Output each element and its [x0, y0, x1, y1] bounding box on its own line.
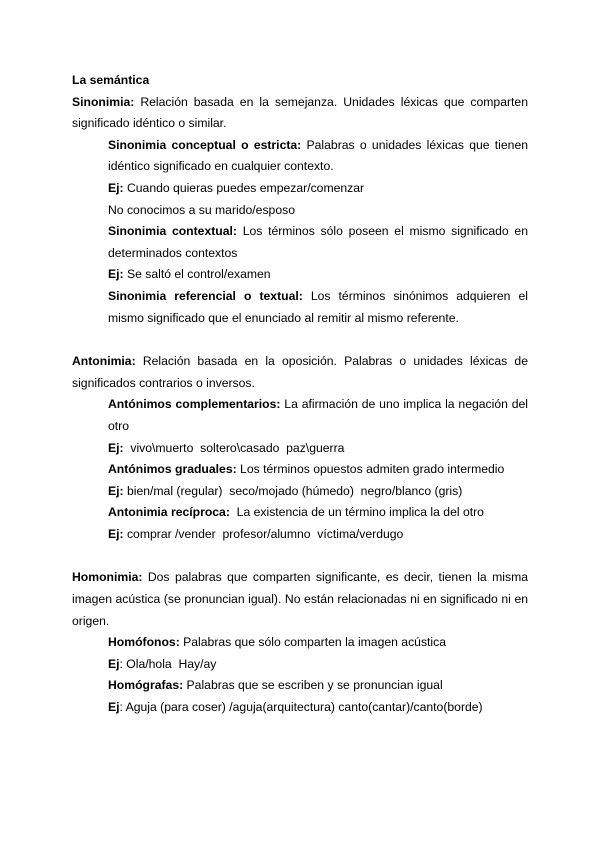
- sinonimia-conceptual-term: Sinonimia conceptual o estricta:: [108, 137, 302, 152]
- example-label: Ej: [108, 656, 120, 671]
- antonimia-paragraph: [72, 351, 528, 394]
- sinonimia-contextual-paragraph: [108, 221, 528, 264]
- sinonimia-referencial-paragraph: [108, 286, 528, 329]
- document-body: [72, 70, 528, 719]
- sinonimia-referencial-definition: Los términos sinónimos adquieren el mismo significado que el enunciado al remitir al mismo referente.: [108, 288, 528, 325]
- page-title: La semántica: [72, 73, 150, 87]
- homografas-term: Homógrafas:: [108, 678, 184, 693]
- example-text: bien/mal (regular) seco/mojado (húmedo) negro/blanco (gris): [123, 483, 463, 498]
- homofonos-term: Homófonos:: [108, 635, 180, 650]
- antonimos-complementarios-paragraph: [108, 394, 528, 437]
- sinonimia-paragraph: [72, 92, 528, 135]
- example-line: [108, 654, 528, 676]
- example-line: [108, 524, 528, 546]
- example-text: vivo\muerto soltero\casado paz\guerra: [123, 440, 345, 455]
- example-text: : Aguja (para coser) /aguja(arquitectura) canto(cantar)/canto(borde): [119, 700, 483, 715]
- antonimos-graduales-term: Antónimos graduales:: [108, 462, 237, 477]
- antonimia-definition: Relación basada en la oposición. Palabras o unidades léxicas de significados contrarios o inversos.: [72, 354, 528, 390]
- example-label: Ej:: [108, 180, 124, 195]
- sinonimia-referencial-term: Sinonimia referencial o textual:: [108, 288, 303, 303]
- example-label: Ej:: [108, 526, 124, 541]
- antonimia-reciproca-paragraph: [108, 502, 528, 524]
- sinonimia-term: Sinonimia:: [72, 94, 135, 109]
- sinonimia-definition: Relación basada en la semejanza. Unidades léxicas que comparten significado idéntico o similar.: [72, 94, 528, 131]
- homografas-definition: Palabras que se escriben y se pronuncian igual: [183, 678, 443, 693]
- example-line: No conocimos a su marido/esposo: [108, 202, 295, 217]
- example-label: Ej:: [108, 483, 124, 498]
- example-line: [108, 481, 528, 503]
- antonimia-term: Antonimia:: [72, 354, 136, 369]
- homonimia-term: Homonimia:: [72, 570, 143, 585]
- example-label: Ej:: [108, 267, 124, 282]
- antonimos-complementarios-definition: La afirmación de uno implica la negación del otro: [108, 397, 529, 433]
- example-text: Se saltó el control/examen: [123, 267, 271, 282]
- example-line: [108, 264, 528, 286]
- example-line: [108, 438, 528, 460]
- section-spacer: [72, 545, 528, 567]
- example-label: Ej: [108, 700, 120, 715]
- example-line: [108, 178, 528, 200]
- antonimia-reciproca-term: Antonimia recíproca:: [108, 505, 230, 520]
- sinonimia-conceptual-paragraph: [108, 135, 528, 178]
- sinonimia-conceptual-definition: Palabras o unidades léxicas que tienen idéntico significado en cualquier contexto.: [108, 137, 529, 174]
- example-line: [108, 697, 528, 719]
- homonimia-definition: Dos palabras que comparten significante, es decir, tienen la misma imagen acústica (se pronuncian igual). No están relacionadas ni en significado ni en origen.: [72, 570, 528, 628]
- example-text: : Ola/hola Hay/ay: [119, 656, 217, 671]
- homonimia-paragraph: [72, 567, 528, 632]
- homofonos-paragraph: [108, 632, 528, 654]
- homofonos-definition: Palabras que sólo comparten la imagen acústica: [179, 635, 447, 650]
- sinonimia-contextual-term: Sinonimia contextual:: [108, 224, 237, 239]
- example-text: comprar /vender profesor/alumno víctima/verdugo: [123, 526, 404, 541]
- antonimos-graduales-definition: Los términos opuestos admiten grado intermedio: [236, 462, 505, 477]
- section-spacer: [72, 329, 528, 351]
- sinonimia-contextual-definition: Los términos sólo poseen el mismo significado en determinados contextos: [108, 224, 528, 260]
- example-text: Cuando quieras puedes empezar/comenzar: [123, 180, 365, 195]
- antonimia-reciproca-definition: La existencia de un término implica la del otro: [229, 505, 484, 520]
- homografas-paragraph: [108, 675, 528, 697]
- example-label: Ej:: [108, 440, 124, 455]
- antonimos-graduales-paragraph: [108, 459, 528, 481]
- antonimos-complementarios-term: Antónimos complementarios:: [108, 397, 281, 412]
